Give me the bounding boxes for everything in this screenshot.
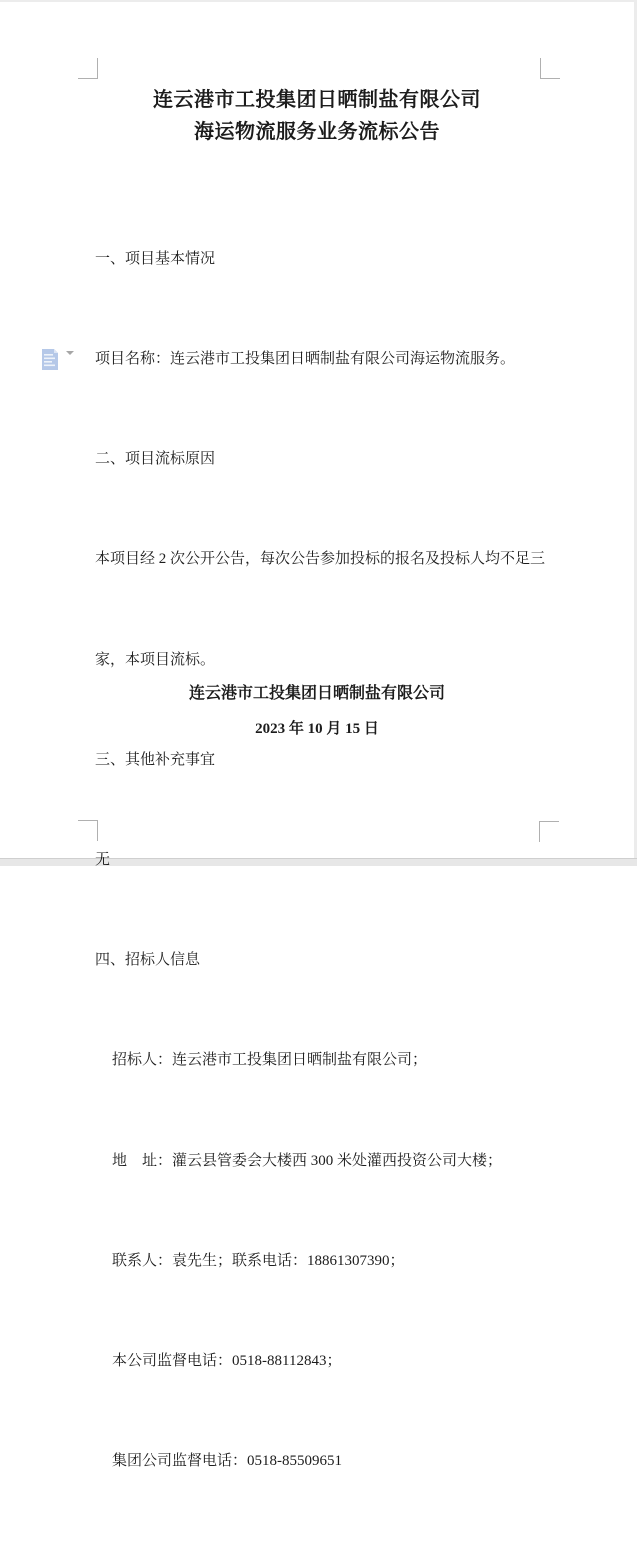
signature-company[interactable]: 连云港市工投集团日晒制盐有限公司 <box>188 685 445 702</box>
text-line[interactable]: 二、项目流标原因 <box>95 451 216 468</box>
paste-options-widget[interactable] <box>41 349 79 371</box>
text-line[interactable]: 家，本项目流标。 <box>95 651 216 668</box>
text-line[interactable]: 本公司监督电话：0518-88112843； <box>112 1353 342 1370</box>
page-margin-mark-top-left <box>78 58 98 79</box>
text-line[interactable]: 项目名称：连云港市工投集团日晒制盐有限公司海运物流服务。 <box>95 351 516 368</box>
app-background-edge-top <box>0 0 637 2</box>
signature-date[interactable]: 2023 年 10 月 15 日 <box>255 721 379 737</box>
document-title[interactable] <box>0 84 634 148</box>
text-line[interactable]: 四、招标人信息 <box>95 952 201 969</box>
text-line[interactable]: 地 址：灌云县管委会大楼西 300 米处灌西投资公司大楼； <box>112 1152 503 1169</box>
text-line[interactable]: 三、其他补充事宜 <box>95 751 216 768</box>
page-margin-mark-top-right <box>540 58 560 79</box>
text-line[interactable]: 招标人：连云港市工投集团日晒制盐有限公司； <box>112 1052 428 1069</box>
text-line[interactable]: 无 <box>95 852 111 869</box>
text-line[interactable]: 本项目经 2 次公开公告，每次公告参加投标的报名及投标人均不足三 <box>95 551 546 568</box>
text-line[interactable]: 一、项目基本情况 <box>95 250 216 267</box>
title-line-2[interactable]: 海运物流服务业务流标公告 <box>194 121 440 143</box>
text-line[interactable]: 集团公司监督电话：0518-85509651 <box>112 1453 342 1470</box>
document-body[interactable] <box>95 176 547 1545</box>
paste-options-document-icon[interactable] <box>41 349 59 375</box>
text-line[interactable]: 联系人：袁先生；联系电话：18861307390； <box>112 1252 405 1269</box>
title-line-1[interactable]: 连云港市工投集团日晒制盐有限公司 <box>153 89 481 111</box>
chevron-down-icon[interactable] <box>66 355 76 364</box>
